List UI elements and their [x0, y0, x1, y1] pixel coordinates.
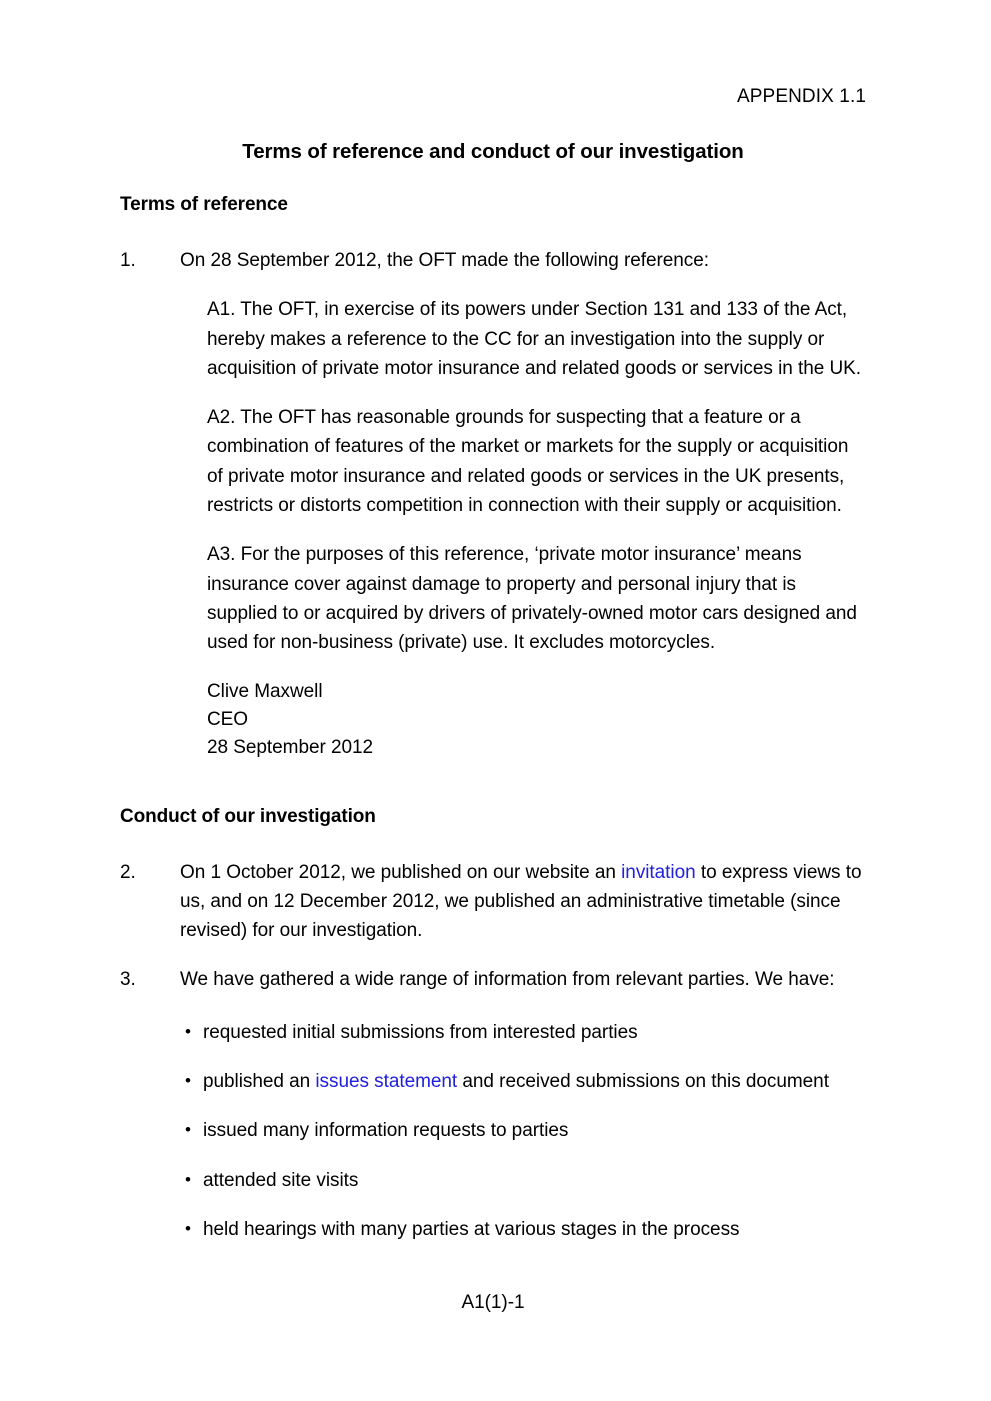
- quoted-paragraph-a1: A1. The OFT, in exercise of its powers under Section 131 and 133 of the Act, hereby makes a reference to the CC for an investigation into the supply or acquisition of private motor insurance and related goods or services in the UK.: [207, 299, 862, 379]
- issues-statement-link[interactable]: issues statement: [315, 1071, 458, 1093]
- list-item-text-after-link: and received submissions on this document: [457, 1071, 829, 1093]
- numbered-paragraph-3: [120, 965, 866, 994]
- quoted-paragraph-a2: A2. The OFT has reasonable grounds for suspecting that a feature or a combination of features of the market or markets for the supply or acquisition of private motor insurance and related goods or services in the UK presents, restricts or distorts competition in connection with their supply or acquisition.: [207, 407, 849, 517]
- bullet-icon: •: [185, 1021, 191, 1041]
- numbered-paragraph-2: [120, 858, 866, 946]
- list-item: [120, 1215, 866, 1244]
- signature-block: [207, 678, 866, 762]
- bullet-icon: •: [185, 1071, 191, 1091]
- spacer: [120, 830, 866, 858]
- section-heading-terms-of-reference: Terms of reference: [120, 194, 288, 215]
- signatory-name: Clive Maxwell: [207, 680, 323, 702]
- list-item: [120, 1018, 866, 1047]
- running-head: APPENDIX 1.1: [737, 86, 866, 107]
- paragraph-text-before-link: On 1 October 2012, we published on our website an: [180, 861, 622, 883]
- spacer: [120, 762, 866, 804]
- numbered-paragraph-1: [120, 246, 866, 275]
- list-item: [120, 1116, 866, 1145]
- bullet-icon: •: [185, 1169, 191, 1189]
- spacer: [120, 275, 866, 295]
- paragraph-text: On 28 September 2012, the OFT made the following reference:: [180, 250, 710, 271]
- spacer: [120, 1047, 866, 1067]
- paragraph-number: 1.: [120, 250, 136, 271]
- spacer: [120, 945, 866, 965]
- paragraph-number: 2.: [120, 861, 136, 883]
- paragraph-number: 3.: [120, 969, 136, 991]
- signatory-role: CEO: [207, 708, 249, 730]
- page-footer: A1(1)-1: [461, 1292, 525, 1313]
- signatory-date: 28 September 2012: [207, 736, 374, 758]
- list-item: [120, 1067, 866, 1096]
- list-item-label: held hearings with many parties at various stages in the process: [203, 1218, 740, 1240]
- invitation-link[interactable]: invitation: [621, 861, 696, 883]
- paragraph-text: We have gathered a wide range of information from relevant parties. We have:: [180, 969, 835, 991]
- bullet-icon: •: [185, 1120, 191, 1140]
- bullet-icon: •: [185, 1218, 191, 1238]
- spacer: [120, 658, 866, 678]
- page-title: Terms of reference and conduct of our investigation: [242, 140, 744, 163]
- spacer: [120, 520, 866, 540]
- spacer: [120, 383, 866, 403]
- document-body: [120, 192, 866, 1244]
- spacer: [120, 1096, 866, 1116]
- list-item-text-before-link: published an: [203, 1071, 316, 1093]
- paragraph-text-after-link: to express views to us, and on 12 December 2012, we published an administrative timetable (since revised) for our investigation.: [180, 861, 862, 942]
- section-heading-conduct-of-our-investigation: Conduct of our investigation: [120, 805, 376, 827]
- list-item-label: requested initial submissions from interested parties: [203, 1021, 638, 1043]
- spacer: [120, 1195, 866, 1215]
- list-item-label: attended site visits: [203, 1169, 359, 1191]
- spacer: [120, 995, 866, 1018]
- quoted-paragraph-a3: A3. For the purposes of this reference, ‘private motor insurance’ means insurance cover against damage to property and personal injury that is supplied to or acquired by drivers of privately-owned motor cars designed and used for non-business (private) use. It excludes motorcycles.: [207, 544, 857, 654]
- spacer: [120, 1146, 866, 1166]
- list-item: [120, 1166, 866, 1195]
- list-item-label: issued many information requests to parties: [203, 1120, 569, 1142]
- spacer: [120, 218, 866, 246]
